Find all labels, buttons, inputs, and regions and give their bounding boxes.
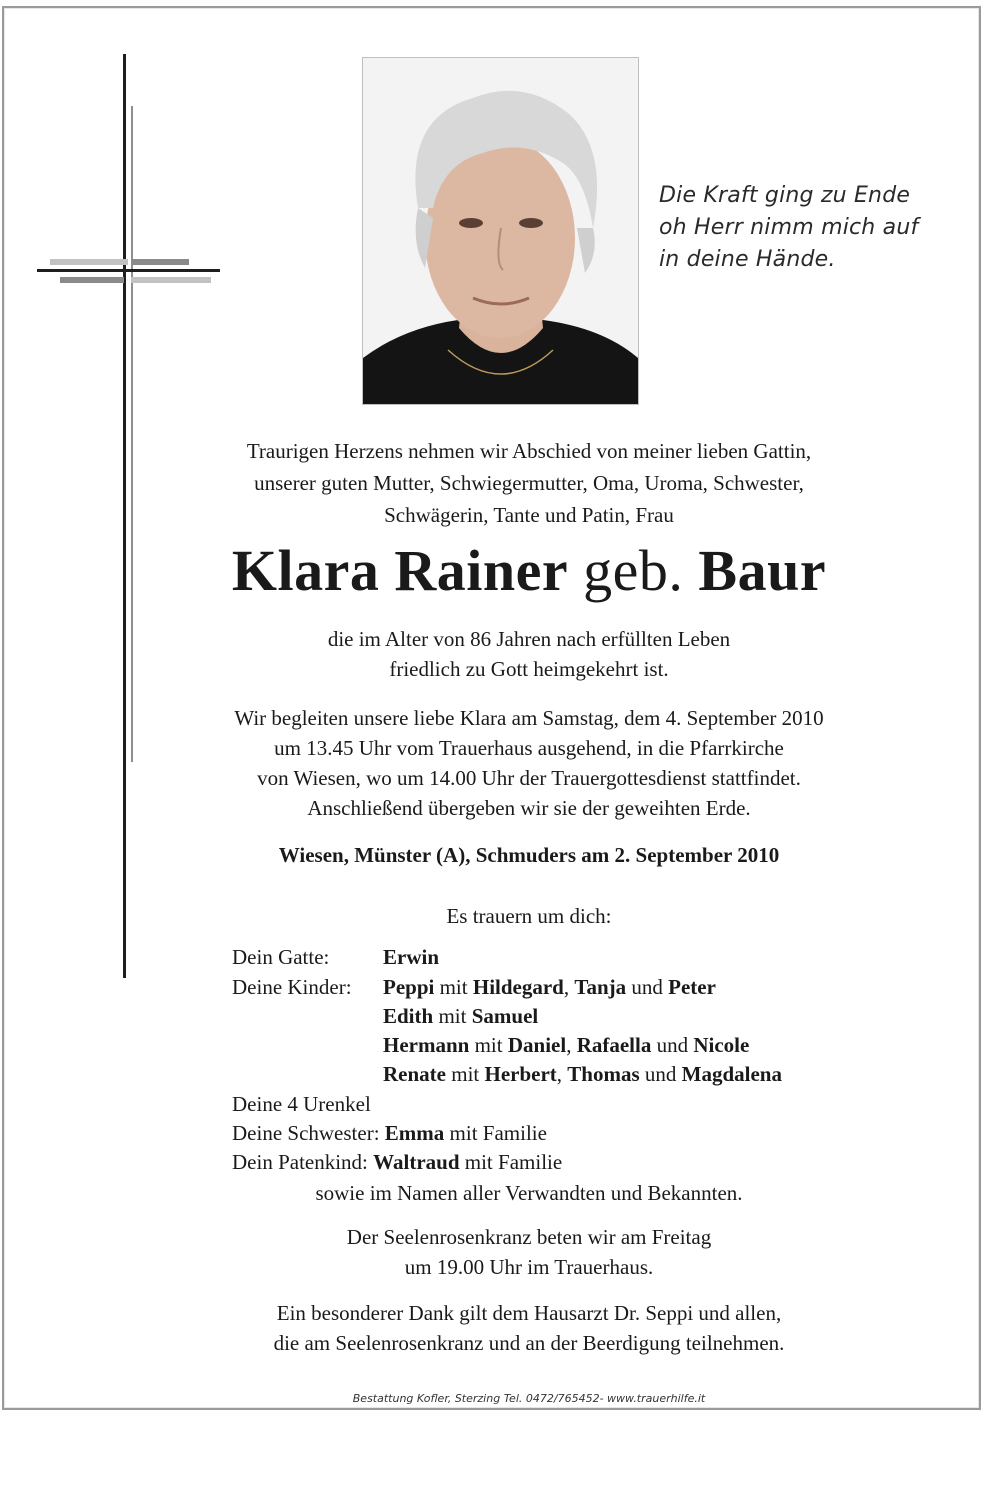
- great-grandchildren-label: Deine 4 Urenkel: [232, 1092, 371, 1116]
- child-entry: Edith mit Samuel: [383, 1004, 539, 1028]
- godchild-entry: Dein Patenkind: Waltraud mit Familie: [232, 1150, 563, 1174]
- intro-text: [154, 435, 904, 531]
- funeral-line: um 13.45 Uhr vom Trauerhaus ausgehend, in die Pfarrkirche: [274, 736, 784, 760]
- intro-line: Traurigen Herzens nehmen wir Abschied von meiner lieben Gattin,: [246, 439, 812, 463]
- thanks-line: Ein besonderer Dank gilt dem Hausarzt Dr. Seppi und allen,: [276, 1301, 782, 1325]
- quote-line: in deine Hände.: [659, 247, 836, 272]
- deceased-name: [124, 536, 934, 606]
- mourners-heading: Es trauern um dich:: [446, 904, 612, 928]
- child-entry: Peppi mit Hildegard, Tanja und Peter: [383, 975, 716, 999]
- age-line: friedlich zu Gott heimgekehrt ist.: [389, 657, 669, 681]
- intro-line: unserer guten Mutter, Schwiegermutter, Oma, Uroma, Schwester,: [254, 471, 804, 495]
- child-entry: Hermann mit Daniel, Rafaella und Nicole: [383, 1033, 750, 1057]
- funeral-line: Anschließend übergeben wir sie der geweihten Erde.: [307, 796, 751, 820]
- thanks-note: [104, 1298, 954, 1358]
- age-text: [154, 624, 904, 684]
- portrait-photo: [362, 57, 639, 405]
- funeral-home-footer: Bestattung Kofler, Sterzing Tel. 0472/765452- www.trauerhilfe.it: [352, 1392, 706, 1405]
- rosary-line: um 19.00 Uhr im Trauerhaus.: [404, 1255, 654, 1279]
- deceased-full-name: Klara Rainer: [231, 538, 569, 603]
- age-line: die im Alter von 86 Jahren nach erfüllten Leben: [327, 627, 731, 651]
- obituary-card: [2, 6, 981, 1410]
- sister-entry: Deine Schwester: Emma mit Familie: [232, 1121, 547, 1145]
- quote-line: Die Kraft ging zu Ende: [659, 183, 911, 208]
- place-date: Wiesen, Münster (A), Schmuders am 2. September 2010: [278, 843, 780, 867]
- quote-text: [659, 180, 959, 276]
- thanks-line: die am Seelenrosenkranz und an der Beerdigung teilnehmen.: [273, 1331, 785, 1355]
- intro-line: Schwägerin, Tante und Patin, Frau: [384, 503, 674, 527]
- spouse-name: Erwin: [383, 945, 440, 969]
- relatives-note: sowie im Namen aller Verwandten und Bekannten.: [315, 1181, 743, 1205]
- rosary-line: Der Seelenrosenkranz beten wir am Freitag: [346, 1225, 712, 1249]
- rosary-note: [104, 1222, 954, 1282]
- child-entry: Renate mit Herbert, Thomas und Magdalena: [383, 1062, 782, 1086]
- quote-line: oh Herr nimm mich auf: [659, 215, 919, 240]
- maiden-name: Baur: [698, 538, 827, 603]
- born-abbrev: geb.: [583, 538, 684, 603]
- funeral-line: von Wiesen, wo um 14.00 Uhr der Trauergottesdienst stattfindet.: [257, 766, 801, 790]
- spouse-label: Dein Gatte:: [232, 945, 330, 969]
- children-label: Deine Kinder:: [232, 975, 352, 999]
- funeral-line: Wir begleiten unsere liebe Klara am Samstag, dem 4. September 2010: [234, 706, 824, 730]
- funeral-details: [104, 703, 954, 823]
